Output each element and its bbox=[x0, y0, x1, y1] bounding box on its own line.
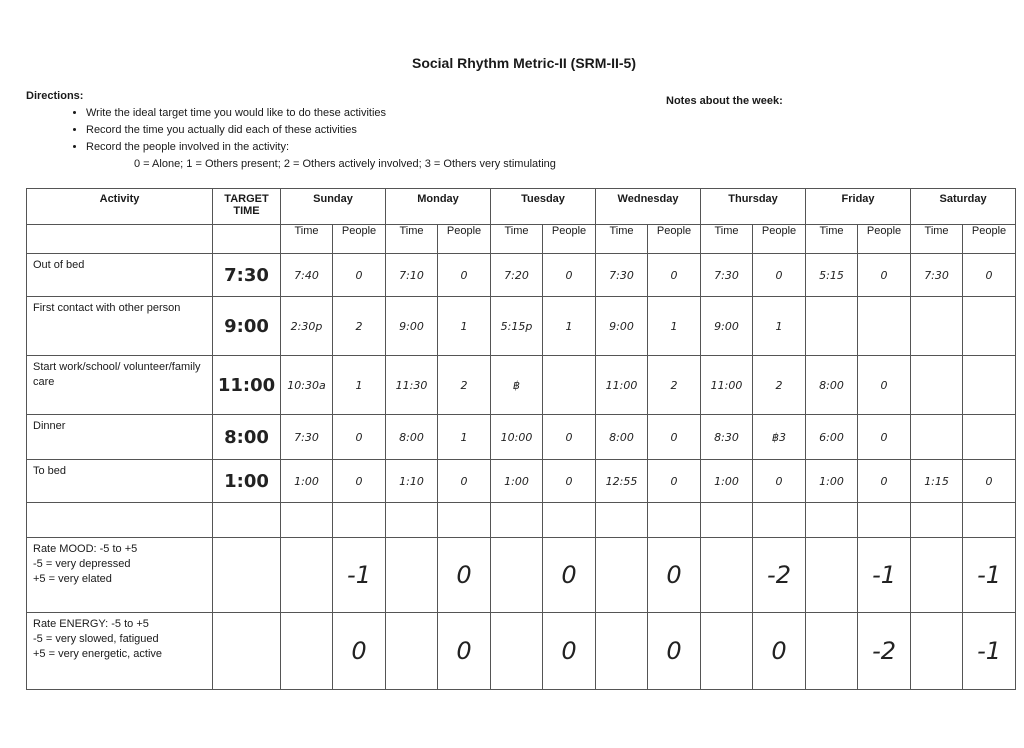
time-value-saturday: 1:15 bbox=[911, 460, 963, 503]
people-value-wednesday: 2 bbox=[648, 356, 701, 415]
time-value-tuesday: ฿ bbox=[491, 356, 543, 415]
day-header-wednesday: Wednesday bbox=[596, 189, 701, 225]
activity-row-start-work bbox=[27, 356, 1016, 415]
energy-value-monday: 0 bbox=[438, 613, 491, 690]
people-value-monday: 1 bbox=[438, 415, 491, 460]
people-value-tuesday: 0 bbox=[543, 254, 596, 297]
energy-line-1: Rate ENERGY: -5 to +5 bbox=[33, 618, 149, 630]
day-header-sunday: Sunday bbox=[281, 189, 386, 225]
day-header-friday: Friday bbox=[806, 189, 911, 225]
blank-row bbox=[27, 503, 1016, 538]
people-label: People bbox=[438, 225, 491, 254]
time-value-monday: 11:30 bbox=[386, 356, 438, 415]
people-value-wednesday: 0 bbox=[648, 460, 701, 503]
people-value-friday: 0 bbox=[858, 356, 911, 415]
time-label: Time bbox=[281, 225, 333, 254]
target-time-value: 7:30 bbox=[213, 254, 281, 297]
people-value-sunday: 2 bbox=[333, 297, 386, 356]
people-value-thursday: 1 bbox=[753, 297, 806, 356]
time-value-tuesday: 1:00 bbox=[491, 460, 543, 503]
activity-label: To bed bbox=[27, 460, 213, 503]
directions-block bbox=[26, 88, 556, 173]
time-value-thursday: 1:00 bbox=[701, 460, 753, 503]
activity-label: First contact with other person bbox=[27, 297, 213, 356]
time-value-monday: 8:00 bbox=[386, 415, 438, 460]
people-value-wednesday: 0 bbox=[648, 415, 701, 460]
people-value-thursday: ฿3 bbox=[753, 415, 806, 460]
target-time-value: 11:00 bbox=[213, 356, 281, 415]
time-label: Time bbox=[806, 225, 858, 254]
time-value-sunday: 2:30p bbox=[281, 297, 333, 356]
people-value-saturday: 0 bbox=[963, 254, 1016, 297]
energy-line-2: -5 = very slowed, fatigued bbox=[33, 633, 159, 645]
time-value-saturday: 7:30 bbox=[911, 254, 963, 297]
activity-label: Start work/school/ volunteer/family care bbox=[27, 356, 213, 415]
people-label: People bbox=[543, 225, 596, 254]
people-value-saturday bbox=[963, 297, 1016, 356]
energy-row bbox=[27, 613, 1016, 690]
mood-value-wednesday: 0 bbox=[648, 538, 701, 613]
energy-label bbox=[27, 613, 213, 690]
people-value-monday: 1 bbox=[438, 297, 491, 356]
energy-value-friday: -2 bbox=[858, 613, 911, 690]
people-value-tuesday: 0 bbox=[543, 415, 596, 460]
people-value-wednesday: 0 bbox=[648, 254, 701, 297]
time-value-wednesday: 7:30 bbox=[596, 254, 648, 297]
time-value-friday: 8:00 bbox=[806, 356, 858, 415]
people-label: People bbox=[963, 225, 1016, 254]
people-legend: 0 = Alone; 1 = Others present; 2 = Others actively involved; 3 = Others very stimulating bbox=[134, 158, 556, 170]
people-value-thursday: 2 bbox=[753, 356, 806, 415]
mood-row bbox=[27, 538, 1016, 613]
people-value-friday: 0 bbox=[858, 460, 911, 503]
energy-value-thursday: 0 bbox=[753, 613, 806, 690]
people-value-sunday: 0 bbox=[333, 415, 386, 460]
mood-value-tuesday: 0 bbox=[543, 538, 596, 613]
activity-row-first-contact bbox=[27, 297, 1016, 356]
people-label: People bbox=[333, 225, 386, 254]
notes-label: Notes about the week: bbox=[666, 95, 783, 107]
time-value-friday: 6:00 bbox=[806, 415, 858, 460]
time-value-wednesday: 8:00 bbox=[596, 415, 648, 460]
mood-value-sunday: -1 bbox=[333, 538, 386, 613]
mood-value-thursday: -2 bbox=[753, 538, 806, 613]
time-value-tuesday: 7:20 bbox=[491, 254, 543, 297]
people-value-thursday: 0 bbox=[753, 254, 806, 297]
activity-header: Activity bbox=[27, 189, 213, 225]
energy-value-saturday: -1 bbox=[963, 613, 1016, 690]
mood-value-saturday: -1 bbox=[963, 538, 1016, 613]
direction-item: • Record the time you actually did each of these activities bbox=[86, 122, 556, 139]
time-label: Time bbox=[491, 225, 543, 254]
people-value-friday bbox=[858, 297, 911, 356]
time-value-sunday: 7:40 bbox=[281, 254, 333, 297]
mood-value-friday: -1 bbox=[858, 538, 911, 613]
mood-label bbox=[27, 538, 213, 613]
people-value-friday: 0 bbox=[858, 254, 911, 297]
people-value-saturday: 0 bbox=[963, 460, 1016, 503]
mood-line-3: +5 = very elated bbox=[33, 573, 112, 585]
activity-row-dinner bbox=[27, 415, 1016, 460]
time-value-thursday: 7:30 bbox=[701, 254, 753, 297]
mood-line-2: -5 = very depressed bbox=[33, 558, 131, 570]
time-value-monday: 9:00 bbox=[386, 297, 438, 356]
time-label: Time bbox=[911, 225, 963, 254]
people-value-saturday bbox=[963, 415, 1016, 460]
srm-table bbox=[26, 188, 1016, 690]
time-label: Time bbox=[701, 225, 753, 254]
people-value-friday: 0 bbox=[858, 415, 911, 460]
people-value-sunday: 0 bbox=[333, 460, 386, 503]
energy-line-3: +5 = very energetic, active bbox=[33, 648, 163, 660]
target-time-header: TARGET TIME bbox=[213, 189, 281, 225]
direction-item: • Record the people involved in the activity: bbox=[86, 139, 556, 156]
target-time-value: 8:00 bbox=[213, 415, 281, 460]
time-value-friday: 1:00 bbox=[806, 460, 858, 503]
energy-value-sunday: 0 bbox=[333, 613, 386, 690]
direction-item: • Write the ideal target time you would like to do these activities bbox=[86, 105, 556, 122]
time-value-wednesday: 12:55 bbox=[596, 460, 648, 503]
time-value-monday: 7:10 bbox=[386, 254, 438, 297]
day-header-thursday: Thursday bbox=[701, 189, 806, 225]
time-label: Time bbox=[386, 225, 438, 254]
energy-value-wednesday: 0 bbox=[648, 613, 701, 690]
time-value-sunday: 7:30 bbox=[281, 415, 333, 460]
time-value-friday: 5:15 bbox=[806, 254, 858, 297]
people-value-tuesday bbox=[543, 356, 596, 415]
time-value-thursday: 8:30 bbox=[701, 415, 753, 460]
people-value-sunday: 1 bbox=[333, 356, 386, 415]
people-value-monday: 0 bbox=[438, 254, 491, 297]
day-header-monday: Monday bbox=[386, 189, 491, 225]
people-value-wednesday: 1 bbox=[648, 297, 701, 356]
people-value-monday: 0 bbox=[438, 460, 491, 503]
activity-rows bbox=[27, 254, 1016, 503]
activity-label: Dinner bbox=[27, 415, 213, 460]
page-title: Social Rhythm Metric-II (SRM-II-5) bbox=[411, 55, 637, 71]
time-value-tuesday: 5:15p bbox=[491, 297, 543, 356]
time-value-sunday: 1:00 bbox=[281, 460, 333, 503]
time-value-saturday bbox=[911, 297, 963, 356]
mood-value-monday: 0 bbox=[438, 538, 491, 613]
day-header-saturday: Saturday bbox=[911, 189, 1016, 225]
activity-row-out-of-bed bbox=[27, 254, 1016, 297]
directions-heading: Directions: bbox=[26, 90, 84, 102]
time-value-friday bbox=[806, 297, 858, 356]
time-value-monday: 1:10 bbox=[386, 460, 438, 503]
people-value-tuesday: 1 bbox=[543, 297, 596, 356]
energy-value-tuesday: 0 bbox=[543, 613, 596, 690]
time-value-thursday: 11:00 bbox=[701, 356, 753, 415]
people-value-monday: 2 bbox=[438, 356, 491, 415]
people-label: People bbox=[858, 225, 911, 254]
time-value-wednesday: 11:00 bbox=[596, 356, 648, 415]
activity-label: Out of bed bbox=[27, 254, 213, 297]
mood-line-1: Rate MOOD: -5 to +5 bbox=[33, 543, 138, 555]
time-value-saturday bbox=[911, 356, 963, 415]
time-label: Time bbox=[596, 225, 648, 254]
activity-row-to-bed bbox=[27, 460, 1016, 503]
people-value-tuesday: 0 bbox=[543, 460, 596, 503]
time-value-wednesday: 9:00 bbox=[596, 297, 648, 356]
people-value-thursday: 0 bbox=[753, 460, 806, 503]
day-header-tuesday: Tuesday bbox=[491, 189, 596, 225]
people-label: People bbox=[648, 225, 701, 254]
subheader-row bbox=[27, 225, 1016, 254]
time-value-saturday bbox=[911, 415, 963, 460]
directions-list bbox=[26, 105, 556, 156]
time-value-sunday: 10:30a bbox=[281, 356, 333, 415]
time-value-thursday: 9:00 bbox=[701, 297, 753, 356]
target-time-value: 9:00 bbox=[213, 297, 281, 356]
people-label: People bbox=[753, 225, 806, 254]
target-time-value: 1:00 bbox=[213, 460, 281, 503]
people-value-saturday bbox=[963, 356, 1016, 415]
time-value-tuesday: 10:00 bbox=[491, 415, 543, 460]
people-value-sunday: 0 bbox=[333, 254, 386, 297]
